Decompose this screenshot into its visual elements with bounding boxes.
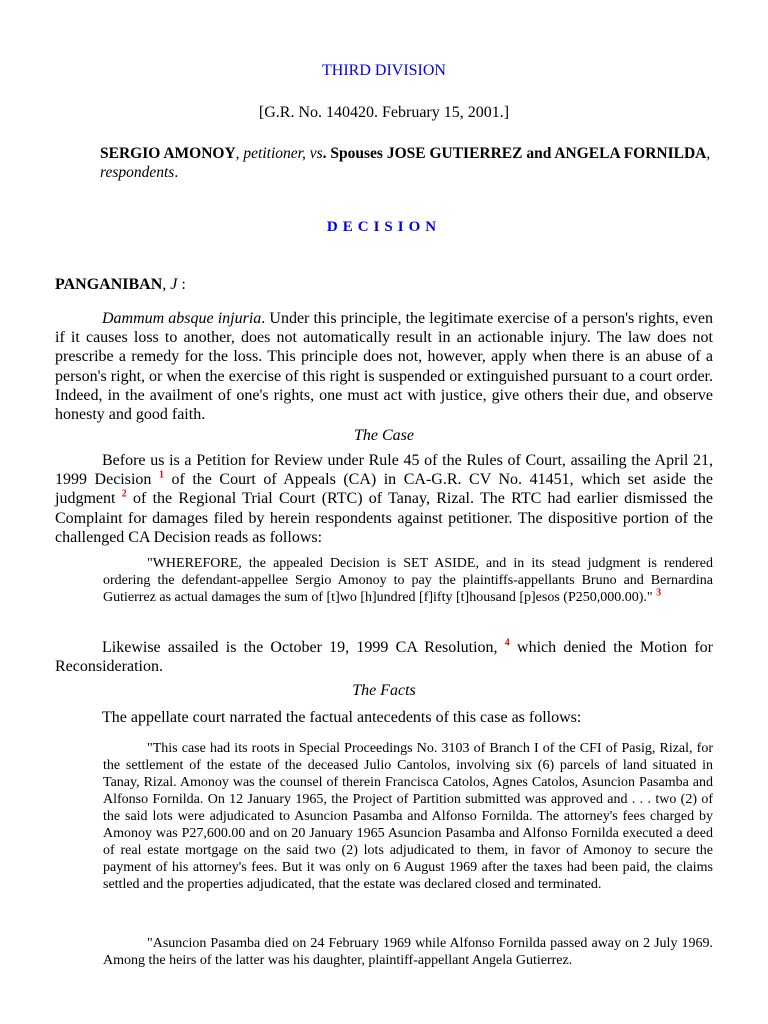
maxim: Dammum absque injuria [102, 310, 262, 327]
paragraph-intro [55, 309, 713, 424]
ponente-title: , J [162, 276, 178, 293]
respondents-prefix: . Spouses [322, 145, 387, 162]
footnote-link-3[interactable]: 3 [656, 587, 662, 599]
ponente [55, 276, 186, 294]
block-quote-facts-2: "Asuncion Pasamba died on 24 February 1969 while Alfonso Fornilda passed away on 2 July 1969. Among the heirs of the latter was his daughter, plaintiff-appellant Angela Gutierrez. [103, 936, 713, 968]
respondents-names: JOSE GUTIERREZ and ANGELA FORNILDA [386, 145, 707, 162]
footnote-link-4[interactable]: 4 [504, 637, 510, 649]
quote-dispositive-text: "WHEREFORE, the appealed Decision is SET ASIDE, and in its stead judgment is rendered ordering the defendant-appellee Sergio Amonoy to pay the plaintiffs-appellants Bruno and Bernardina Gutierrez as actual damages the sum of [t]wo [h]undred [f]ifty [t]housand [p]esos (P250,000.00)." [103, 556, 713, 605]
petitioner-name: SERGIO AMONOY [100, 145, 236, 162]
paragraph-case [55, 451, 713, 547]
section-heading-case: The Case [354, 427, 414, 444]
case-parties [100, 144, 720, 182]
footnote-link-2[interactable]: 2 [121, 489, 127, 501]
block-quote-facts-1: "This case had its roots in Special Proceedings No. 3103 of Branch I of the CFI of Pasig, Rizal, for the settlement of the estate of the deceased Julio Cantolos, involving six (6) parcels of land situated in Tanay, Rizal. Amonoy was the counsel of therein Francisca Catolos, Agnes Catolos, Asuncion Pasamba and Alfonso Fornilda. On 12 January 1965, the Project of Partition submitted was approved and . . . two (2) of the said lots were adjudicated to Asuncion Pasamba and Alfonso Fornilda. The attorney's fees charged by Amonoy was P27,600.00 and on 20 January 1965 Asuncion Pasamba and Alfonso Fornilda executed a deed of real estate mortgage on the said two (2) lots adjudicated to them, in favor of Amonoy to secure the payment of his attorney's fees. But it was only on 6 August 1969 after the taxes had been paid, the claims settled and the properties adjudicated, that the estate was declared closed and terminated. [103, 741, 713, 892]
versus: , vs [301, 145, 323, 162]
paragraph-case-part3: of the Regional Trial Court (RTC) of Tanay, Rizal. The RTC had earlier dismissed the Complaint for damages filed by herein respondents against petitioner. The dispositive portion of the challenged CA Decision reads as follows: [55, 490, 714, 546]
ponente-name: PANGANIBAN [55, 276, 163, 293]
paragraph-intro-text: . Under this principle, the legitimate exercise of a person's rights, even if it causes loss to another, does not automatically result in an actionable injury. The law does not prescribe a remedy for the loss. This principle does not, however, apply when there is an abuse of a person's right, or when the exercise of this right is suspended or extinguished pursuant to a court order. Indeed, in the availment of one's rights, one must act with justice, give others their due, and observe honesty and good faith. [55, 310, 714, 424]
paragraph-resolution-part1: Likewise assailed is the October 19, 1999 CA Resolution, [102, 639, 505, 656]
section-heading-facts: The Facts [352, 682, 416, 699]
paragraph-facts-intro: The appellate court narrated the factual antecedents of this case as follows: [102, 709, 582, 726]
respondents-role: , respondents [100, 145, 711, 181]
paragraph-resolution [55, 638, 713, 676]
paragraph-resolution-part2: which denied the Motion for Reconsideration. [55, 639, 713, 676]
paragraph-case-part1: Before us is a Petition for Review under Rule 45 of the Rules of Court, assailing the April 21, 1999 Decision [55, 452, 713, 489]
parties-end: . [174, 164, 179, 181]
ponente-colon: : [177, 276, 186, 293]
footnote-link-1[interactable]: 1 [158, 469, 164, 481]
petitioner-role: , petitioner [235, 145, 302, 162]
paragraph-case-part2: of the Court of Appeals (CA) in CA-G.R. CV No. 41451, which set aside the judgment [55, 471, 713, 508]
division-heading: THIRD DIVISION [322, 62, 446, 79]
gr-number: [G.R. No. 140420. February 15, 2001.] [258, 104, 510, 121]
block-quote-dispositive [103, 555, 713, 606]
decision-title: DECISION [326, 219, 442, 235]
